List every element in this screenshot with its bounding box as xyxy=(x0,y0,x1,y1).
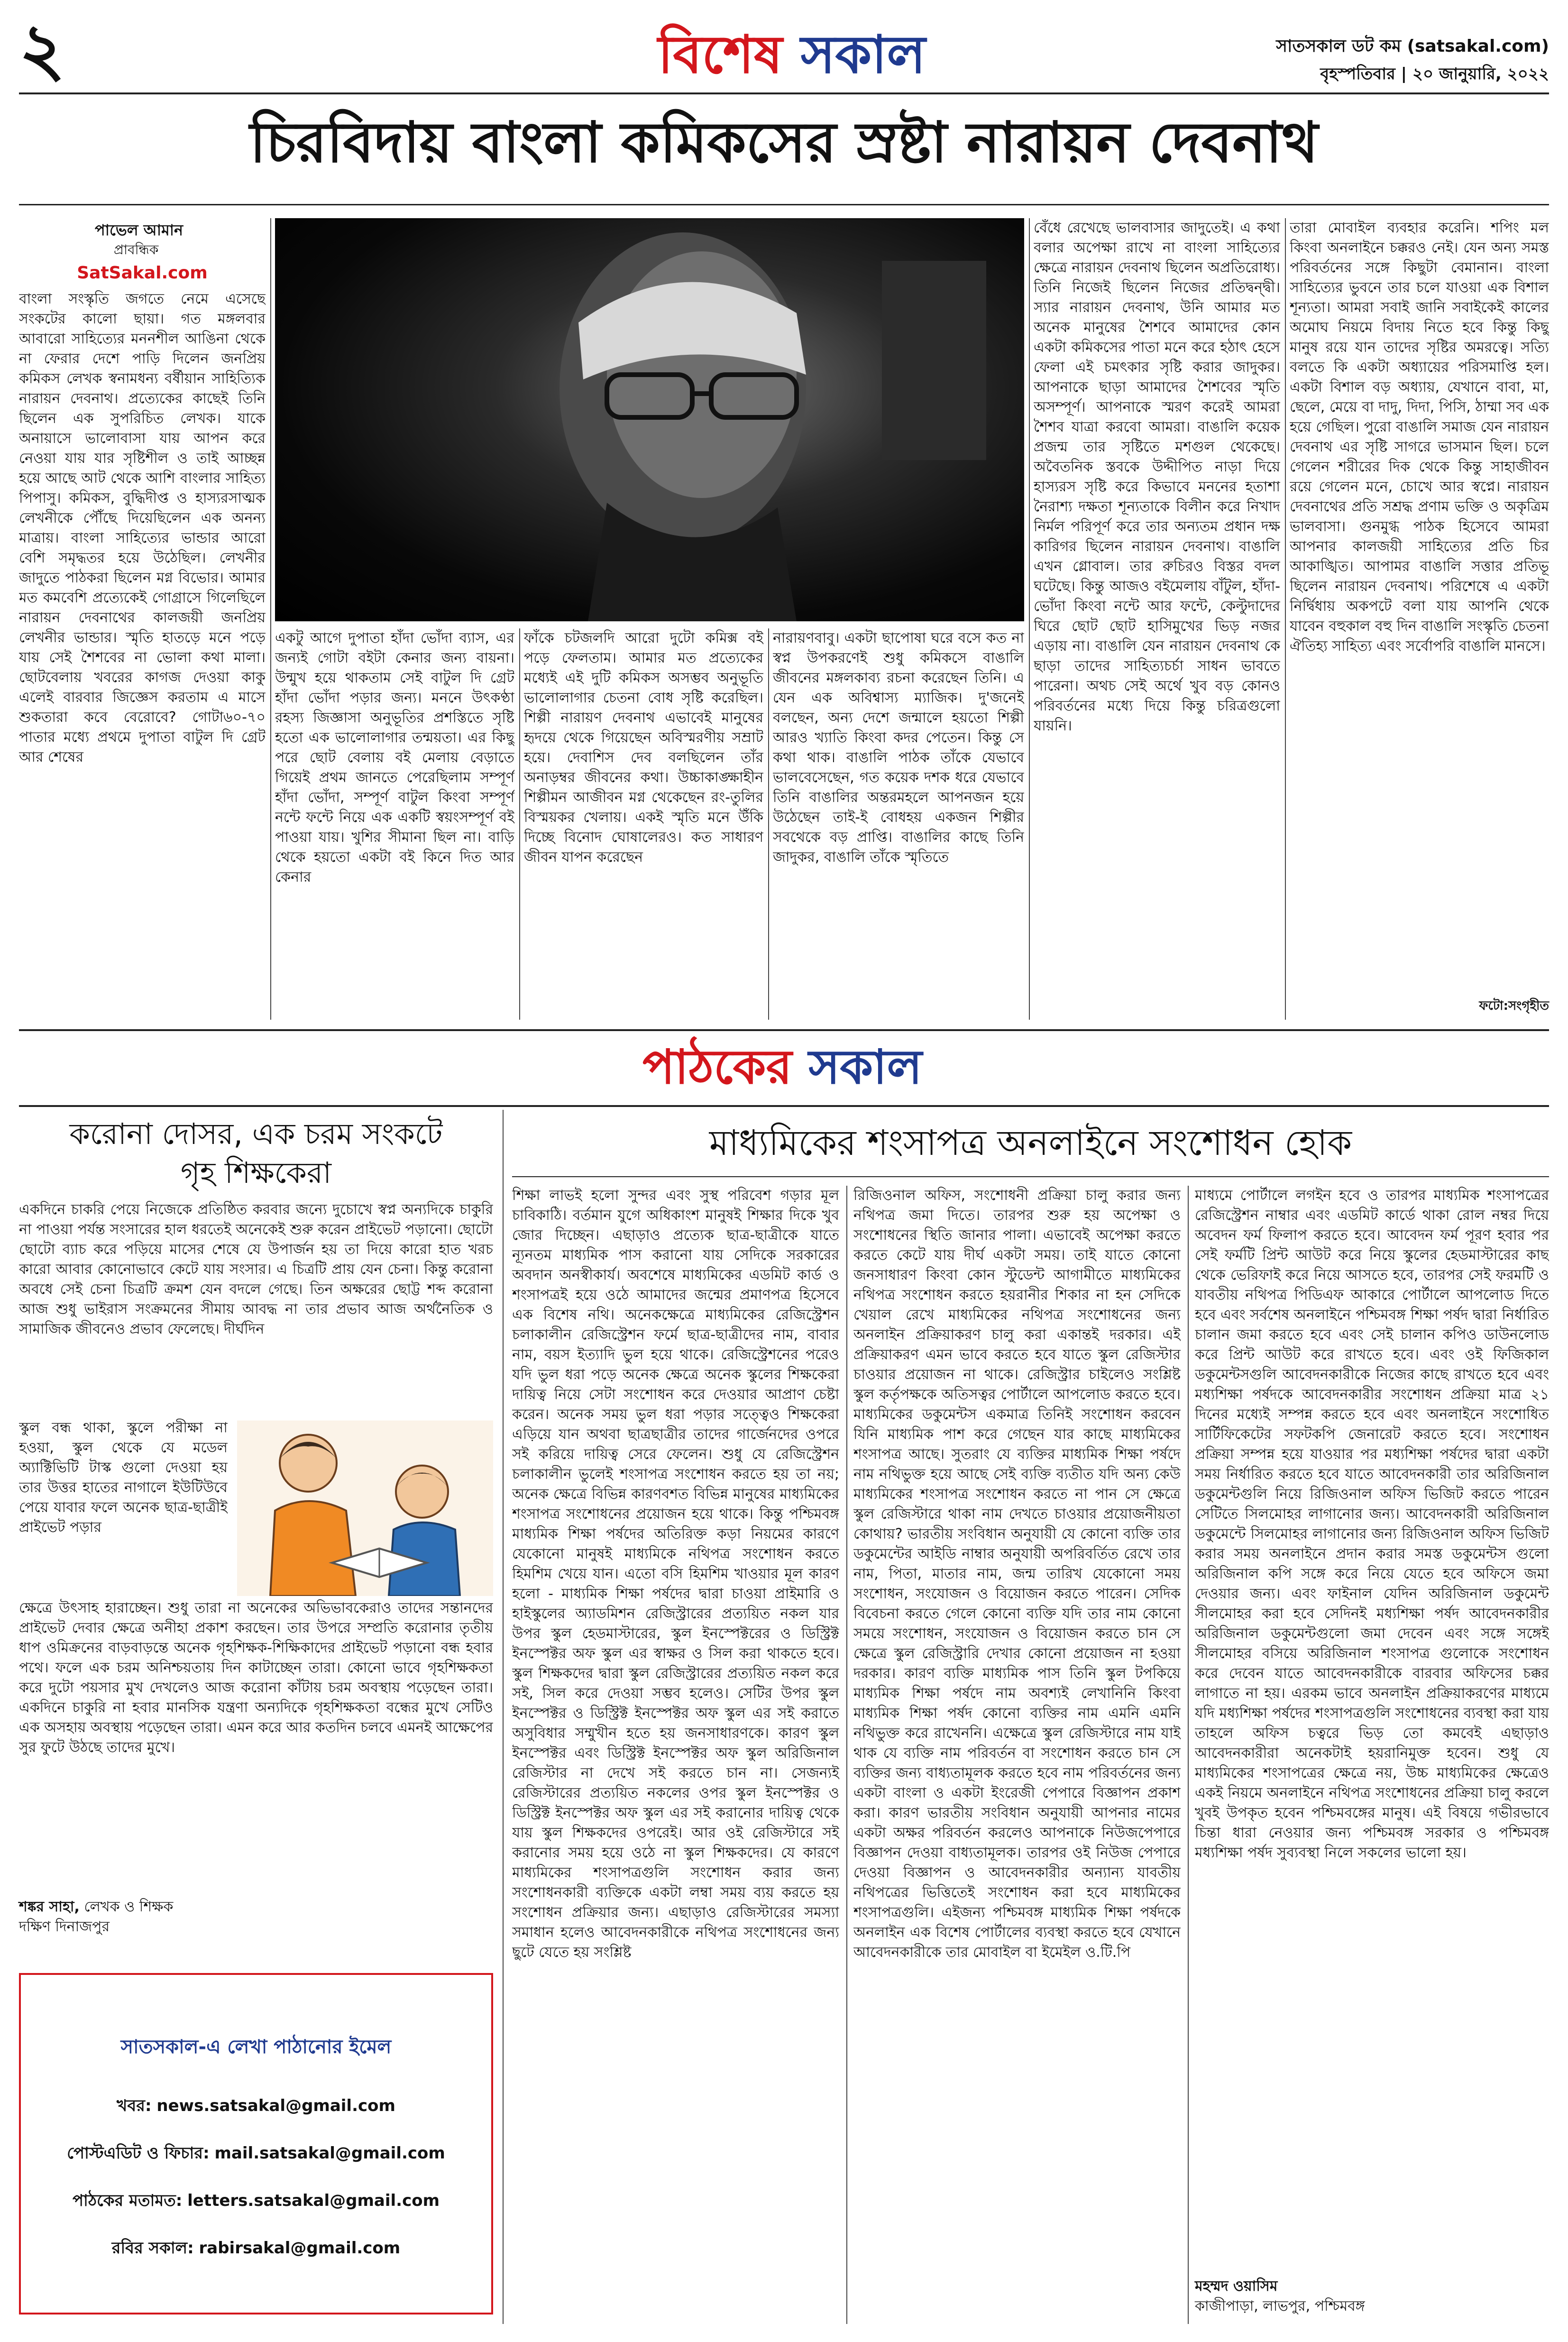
email-label: পোস্টএডিট ও ফিচার: xyxy=(67,2144,210,2163)
email-label: রবির সকাল: xyxy=(111,2239,194,2258)
main-article-text: তারা মোবাইল ব্যবহার করেনি। শপিং মল কিংবা অনলাইনে চক্করও নেই। যেন অন্য সমস্ত পরিবর্তনের সঙ্গে কিছুটা বেমানান। বাংলা সাহিত্যের ভুবনে তার চলে যাওয়া এক বিশাল শূন্যতা। আমরা সবাই জানি সবাইকেই কালের অমোঘ নিয়মে বিদায় নিতে হবে কিন্তু কিছু মানুষ রয়ে যান তাদের সৃষ্টির অমরত্বে। সত্যি বলতে কি একটা অধ্যায়ের পরিসমাপ্তি হল। একটা বিশাল বড় অধ্যায়, যেখানে বাবা, মা, ছেলে, মেয়ে বা দাদু, দিদা, পিসি, ঠাম্মা সব এক হয়ে গেছিল। পুরো বাঙালি সমাজ যেন নারায়ন দেবনাথ এর সৃষ্টি সাগরে ভাসমান ছিল। চলে গেলেন শরীরের দিক থেকে কিন্তু সাহাজীবন রয়ে গেলেন মনে, চোখে আর স্বপ্নে। নারায়ন দেবনাথের প্রতি সশ্রদ্ধ প্রণাম ভক্তি ও অকৃত্রিম ভালবাসা। গুনমুগ্ধ পাঠক হিসেবে আমরা আপনার কালজয়ী সাহিত্যের প্রতি চির আকাঙ্খিত। আপামর বাঙালি সত্তার প্রতিভূ ছিলেন নারায়ন দেবনাথ। পরিশেষে এ একটা নির্দ্বিধায় অকপটে বলা যায় আপনি থেকে যাবেন বহুকাল বহু দিন বাঙালি সংস্কৃতি চেতনা ঐতিহ্য সাহিত্য এবং সর্বোপরি বাঙালি মানসে। xyxy=(1290,220,1549,655)
main-article-col2 xyxy=(275,628,514,1020)
letter1-location: দক্ষিণ দিনাজপুর xyxy=(19,1918,110,1935)
email-label: খবর: xyxy=(117,2096,152,2115)
section2-title xyxy=(545,1039,1019,1096)
email-label: পাঠকের মতামত: xyxy=(72,2191,183,2210)
section2-title-blue: সকাল xyxy=(808,1039,922,1095)
main-article-text: বাংলা সংস্কৃতি জগতে নেমে এসেছে সংকটের কালো ছায়া। গত মঙ্গলবার আবারো সাহিত্যের মননশীল আঙিনা থেকে না ফেরার দেশে পাড়ি দিলেন জনপ্রিয় কমিকস লেখক স্বনামধন্য বর্ষীয়ান সাহিত্যিক নারায়ন দেবনাথ। প্রত্যেকের কাছেই তিনি ছিলেন এক সুপরিচিত লেখক। যাকে অনায়াসে ভালোবাসা যায় আপন করে নেওয়া যায় যার সৃষ্টিশীল ও তাই আচ্ছন্ন হয়ে আছে আট থেকে আশি বাংলার সাহিত্য পিপাসু। কমিকস, বুদ্ধিদীপ্ত ও হাস্যরসাত্মক লেখনীকে পৌঁছে দিয়েছিলেন এক অনন্য মাত্রায়। বাংলা সাহিত্যের ভান্ডার আরো বেশি সমৃদ্ধতর হয়ে উঠেছিল। লেখনীর জাদুতে পাঠকরা ছিলেন মগ্ন বিভোর। আমার মত কমবেশি প্রত্যেকেই গোগ্রাসে গিলেছিলে নারায়ন দেবনাথের কালজয়ী জনপ্রিয় লেখনীর ভান্ডার। স্মৃতি হাতড়ে মনে পড়ে যায় সেই শৈশবের না ভোলা কথা মালা। ছোটবেলায় খবরের কাগজ দেওয়া কাকু এলেই বারবার জিজ্ঞেস করতাম এ মাসে শুকতারা কবে বেরোবে? গোটা৬০-৭০ পাতার মধ্যে প্রথমে দুপাতা বাটুল দি গ্রেট আর শেষের xyxy=(19,291,266,765)
page-number: ২ xyxy=(19,9,65,91)
main-article-text: ফাঁকে চটজলদি আরো দুটো কমিক্স বই পড়ে ফেলতাম। আমার মত প্রত্যেকের মধ্যেই এই দুটি কমিকস অসম্ভব অনুভূতি ভালোলাগার চেতনা বোধ সৃষ্টি করেছিল। শিল্পী নারায়ণ দেবনাথ এভাবেই মানুষের হৃদয়ে থেকে গিয়েছেন অবিস্মরণীয় সম্রাট হয়ে। দেবাশিস দেব বলছিলেন তাঁর অনাড়ম্বর জীবনের কথা। উচ্চাকাঙ্ক্ষাহীন শিল্পীমন আজীবন মগ্ন থেকেছেন রং-তুলির বিস্ময়কর খেলায়। একই স্মৃতি মনে উঁকি দিচ্ছে বিনোদ ঘোষালেরও। কত সাধারণ জীবন যাপন করেছেন xyxy=(524,630,763,866)
site-tag[interactable]: SatSakal.com xyxy=(77,263,208,283)
letter2-text: মাধ্যমে পোর্টালে লগইন হবে ও তারপর মাধ্যমিক শংসাপত্রের রেজিস্ট্রেশন নাম্বার এবং এডমিট কার্ডে থাকা রোল নম্বর দিয়ে অবেদন ফর্ম ফিলাপ করতে হবে। আবেদন ফর্ম পূরণ হবার পর সেই ফর্মটি প্রিন্ট আউট করে নিয়ে স্কুলের হেডমাস্টারের কাছ থেকে ভেরিফাই করে নিয়ে আসতে হবে, তারপর সেই ফরমটি ও যাবতীয় নথিপত্র পিডিএফ আকারে পোর্টালে আপলোড দিতে হবে এবং সর্বশেষ অনলাইনে পশ্চিমবঙ্গ শিক্ষা পর্ষদ দ্বারা নির্ধারিত চালান জমা করতে হবে এবং সেই চালান কপিও ডাউনলোড করে প্রিন্ট আউট করে রাখতে হবে। এবং ওই ফিজিকাল ডকুমেন্টসগুলি আবেদনকারীকে নিজের কাছে রাখতে হবে এবং মধ্যশিক্ষা পর্ষদকে আবেদনকারীর সংশোধন প্রক্রিয়া মাত্র ২১ দিনের মধ্যেই সম্পন্ন করতে হবে এবং অনলাইনে সংশোধিত সার্টিফিকেটের সফটকপি জেনারেট করতে হবে। সংশোধন প্রক্রিয়া সম্পন্ন হয়ে যাওয়ার পর মধ্যশিক্ষা পর্ষদের দ্বারা একটা সময় নির্ধারিত করতে হবে যাতে আবেদনকারী তার অরিজিনাল ডকুমেন্টগুলি নিয়ে রিজিওনাল অফিস ভিজিট করতে পারেন সেটিতে সিলমোহর লাগানোর জন্য। আবেদনকারী অরিজিনাল ডকুমেন্টে সিলমোহর লাগানোর জন্য রিজিওনাল অফিস ভিজিট করার সময় অনলাইনে প্রদান করার সমস্ত ডকুমেন্টস গুলো অরিজিনাল কপি সঙ্গে করে নিয়ে যেতে হবে অফিসে জমা দেওয়ার জন্য। এবং ফাইনাল যেদিন অরিজিনাল ডকুমেন্ট সীলমোহর করা হবে সেদিনই মধ্যশিক্ষা পর্ষদ আবেদনকারীর অরিজিনাল ডকুমেন্টগুলো জমা দেবেন এবং সঙ্গে সঙ্গেই সীলমোহর বসিয়ে অরিজিনাল শংসাপত্র গুলোকে সংশোধন করে দেবেন যাতে আবেদনকারীকে বারবার অফিসের চক্কর লাগাতে না হয়। এরকম ভাবে অনলাইন প্রক্রিয়াকরণের মাধ্যমে যদি মধ্যশিক্ষা পর্ষদের শংসাপত্রগুলি সংশোধনের ব্যবস্থা করা যায় তাহলে অফিস চত্বরে ভিড় তো কমবেই এছাড়াও আবেদনকারীরা অনেকটাই হয়রানিমুক্ত হবেন। শুধু যে মাধ্যমিকের শংসাপত্রের ক্ষেত্রে নয়, উচ্চ মাধ্যমিকের ক্ষেত্রেও একই নিয়মে অনলাইনে নথিপত্র সংশোধনের প্রক্রিয়া চালু করলে খুবই উপকৃত হবেন পশ্চিমবঙ্গের মানুষ। এই বিষয়ে গভীরভাবে চিন্তা ধারা নেওয়ার জন্য পশ্চিমবঙ্গ সরকার ও পশ্চিমবঙ্গ মধ্যশিক্ষা পর্ষদ সুব্যবস্থা নিলে সকলের ভালো হয়। xyxy=(1195,1187,1549,1861)
photo-credit: ফটো:সংগৃহীত xyxy=(1479,999,1549,1013)
main-article-col6 xyxy=(1290,218,1549,987)
letter1-text: ক্ষেত্রে উৎসাহ হারাচ্ছেন। শুধু তারা না অনেকের অভিভাবকেরাও তাদের সন্তানদের প্রাইভেট দেবার ক্ষেত্রে অনীহা প্রকাশ করছেন। তার উপরে সম্প্রতি করোনার তৃতীয় ধাপ ওমিক্রনের বাড়বাড়ন্তে অনেক গৃহশিক্ষক-শিক্ষিকাদের প্রাইভেট পড়ানো বন্ধ হবার পথে। ফলে এক চরম অনিশ্চয়তায় দিন কাটাচ্ছেন তারা। কোনো ভাবে গৃহশিক্ষকতা করে দুটো পয়সার মুখ দেখলেও আজ করোনা কাঁটায় চরম অবস্থায় পড়েছেন তারা। একদিনে চাকুরি না হবার মানসিক যন্ত্রণা অন্যদিকে গৃহশিক্ষকতা বন্ধের মুখে সেটিও এক অসহায় অবস্থায় পড়েছেন তারা। এমন করে আর কতদিন চলবে এমনই আক্ষেপের সুর ফুটে উঠছে তাদের মুখে। xyxy=(19,1600,493,1756)
letter1-headline xyxy=(19,1115,493,1192)
letter1-body-top xyxy=(19,1200,493,1418)
email-item-news[interactable] xyxy=(21,2093,491,2121)
column-rule xyxy=(1188,1186,1189,2324)
letter2-author: মহম্মদ ওয়াসিম xyxy=(1195,2278,1278,2295)
letter2-col3 xyxy=(1195,1186,1549,2258)
issue-date: বৃহস্পতিবার | ২০ জানুয়ারি, ২০২২ xyxy=(1320,65,1549,83)
column-rule xyxy=(1285,218,1286,1020)
email-item-letters[interactable] xyxy=(21,2188,491,2215)
letter2-col2 xyxy=(853,1186,1181,2324)
email-box xyxy=(19,1973,493,2314)
section-title xyxy=(602,24,981,85)
letter2-headline: মাধ্যমিকের শংসাপত্র অনলাইনে সংশোধন হোক xyxy=(709,1123,1352,1163)
site-name[interactable]: সাতসকাল ডট কম (satsakal.com) xyxy=(1276,37,1549,56)
section-divider xyxy=(19,1029,1549,1031)
letter2-signature xyxy=(1195,2277,1549,2316)
letter1-body-bottom xyxy=(19,1598,493,1892)
main-article-col1 xyxy=(19,289,266,1020)
letter2-text: রিজিওনাল অফিস, সংশোধনী প্রক্রিয়া চালু করার জন্য নথিপত্র জমা দিতে। তারপর শুরু হয় অপেক্ষা ও সংশোধনের স্থিতি জানার পালা। এভাবেই অপেক্ষা করতে করতে কেটে যায় দীর্ঘ একটা সময়। তাই যাতে কোনো জনসাধারণ কিংবা কোন স্টুডেন্ট আগামীতে মাধ্যমিকের নথিপত্র সংশোধন করতে হয়রানীর শিকার না হন সেদিকে খেয়াল রেখে মাধ্যমিকের নথিপত্র সংশোধনের জন্য অনলাইন প্রক্রিয়াকরণ চালু করা একান্তই দরকার। এই প্রক্রিয়াকরণ এমন ভাবে করতে হবে যাতে স্কুল রেজিস্টার চাওয়ার প্রয়োজন না থাকে। রেজিস্ট্রার চাইলেও সংশ্লিষ্ট স্কুল কর্তৃপক্ষকে অতিসত্বর পোর্টালে আপলোড করতে হবে। মাধ্যমিকের ডকুমেন্টস একমাত্র তিনিই সংশোধন করবেন যিনি মাধ্যমিক পাশ করে গেছেন যার কাছে মাধ্যমিকের শংসাপত্র আছে। সুতরাং যে ব্যক্তির মাধ্যমিক শিক্ষা পর্ষদে নাম নথিভুক্ত হয়ে আছে সেই ব্যক্তি ব্যতীত যদি অন্য কেউ মাধ্যমিকের শংসাপত্র সংশোধন করতে না পান সে ক্ষেত্রে স্কুল রেজিস্টারে থাকা নাম দেখতে চাওয়ার প্রয়োজনীয়তা কোথায়? ভারতীয় সংবিধান অনুযায়ী যে কোনো ব্যক্তি তার ডকুমেন্টের আইডি নাম্বার অনুযায়ী অপরিবর্তিত রেখে তার নাম, পিতা, মাতার নাম, জন্ম তারিখ যেকোনো সময় সংশোধন, সংযোজন ও বিয়োজন করতে পারেন। সেদিক বিবেচনা করতে গেলে কোনো ব্যক্তি যদি তার নাম কোনো সময়ে সংশোধন, সংযোজন ও বিয়োজন করতে চান সে ক্ষেত্রে স্কুল রেজিস্ট্রারি দেখার কোনো প্রয়োজন না হওয়া দরকার। কারণ ব্যক্তি মাধ্যমিক পাস তিনি স্কুল টপকিয়ে মাধ্যমিক শিক্ষা পর্ষদে নাম অবশ্যই লেখানিনি কিংবা মাধ্যমিক শিক্ষা পর্ষদ কোনো ব্যক্তির নাম এমনি এমনি নথিভুক্ত করে রাখেননি। এক্ষেত্রে স্কুল রেজিস্টারে নাম যাই থাক যে ব্যক্তি নাম পরিবর্তন বা সংশোধন করতে চান সে ব্যক্তির জন্য বাধ্যতামূলক করতে হবে নাম পরিবর্তনের জন্য একটা বাংলা ও একটা ইংরেজী পেপারে বিজ্ঞাপন প্রকাশ করা। কারণ ভারতীয় সংবিধান অনুযায়ী আপনার নামের একটা অক্ষর পরিবর্তন করলেও আপনাকে নিউজপেপারে বিজ্ঞাপন দেওয়া বাধ্যতামূলক। তারপর ওই নিউজ পেপারে দেওয়া বিজ্ঞাপন ও আবেদনকারীর অন্যান্য যাবতীয় নথিপত্রের ভিত্তিতেই সংশোধন করা হবে মাধ্যমিকের শংসাপত্রগুলি। এইজন্য পশ্চিমবঙ্গ মাধ্যমিক শিক্ষা পর্ষদকে অনলাইন এক বিশেষ পোর্টালের ব্যবস্থা করতে হবে যেখানে আবেদনকারীকে তার মোবাইল বা ইমেইল ও.টি.পি xyxy=(853,1187,1181,1961)
main-article-text: বেঁধে রেখেছে ভালবাসার জাদুতেই। এ কথা বলার অপেক্ষা রাখে না বাংলা সাহিত্যের ক্ষেত্রে নারায়ন দেবনাথ ছিলেন অপ্রতিরোধ্য। তিনি নিজেই ছিলেন নিজের প্রতিদ্বন্দ্বী। স্যার নারায়ন দেবনাথ, উনি আমার মত অনেক মানুষের শৈশবে আমাদের কোন একটা কমিকসের পাতা মনে করে হঠাৎ হেসে ফেলা এই চমৎকার সৃষ্টি করার জাদুকর। আপনাকে ছাড়া আমাদের শৈশবের স্মৃতি অসম্পূর্ণ। আপনাকে স্মরণ করেই আমরা শৈশব যাত্রা করবো আমরা। বাঙালি কয়েক প্রজন্ম তার সৃষ্টিতে মশগুল থেকেছে। অবৈতনিক স্তবকে উদ্দীপিত নাড়া দিয়ে হাস্যরস সৃষ্টি করে কিভাবে মননের হতাশা নৈরাশ্য দক্ষতা শূন্যতাকে বিলীন করে নিখাদ নির্মল পরিপূর্ণ করে তার অন্যতম প্রধান দক্ষ কারিগর ছিলেন নারায়ন দেবনাথ। বাঙালি এখন গ্লোবাল। তার রুচিরও বিস্তর বদল ঘটেছে। কিন্তু আজও বইমেলায় বাঁটুল, হাঁদা-ভোঁদা কিংবা নন্টে আর ফন্টে, কেল্টুদাদের ঘিরে ছোট ছোট হাসিমুখের ভিড় নজর এড়ায় না। বাঙালি যেন নারায়ন দেবনাথ কে ছাড়া তাদের সাহিত্যচর্চা সাধন ভাবতে পারেনা। অথচ সেই অর্থে খুব বড় কোনও পরিবর্তনের মধ্যে দিয়ে কিন্তু চরিত্রগুলো যায়নি। xyxy=(1034,220,1280,734)
section-divider xyxy=(19,1105,1549,1107)
letter1-body-side xyxy=(19,1418,228,1598)
letter2-text: শিক্ষা লাভই হলো সুন্দর এবং সুস্থ পরিবেশ গড়ার মূল চাবিকাঠি। বর্তমান যুগে অধিকাংশ মানুষই শিক্ষার দিকে খুব জোর দিচ্ছেন। এছাড়াও প্রত্যেক ছাত্র-ছাত্রীকে যাতে ন্যূনতম মাধ্যমিক পাস করানো যায় সেদিকে সরকারের অবদান অনস্বীকার্য। অবশেষে মাধ্যমিকের এডমিট কার্ড ও শংসাপত্রই হয়ে ওঠে আমাদের জন্মের প্রমাণপত্র হিসেবে এক বিশেষ নথি। অনেকক্ষেত্রে মাধ্যমিকের রেজিস্ট্রেশন চলাকালীন রেজিস্ট্রেশন ফর্মে ছাত্র-ছাত্রীদের নাম, বাবার নাম, বয়স ইত্যাদি ভুল হয়ে থাকে। রেজিস্ট্রেশনের পরেও যদি ভুল ধরা পড়ে অনেক ক্ষেত্রে অনেক স্কুলের শিক্ষকেরা দায়িত্ব নিয়ে সেটা সংশোধন করে দেওয়ার আপ্রাণ চেষ্টা করেন। অনেক সময় ভুল ধরা পড়ার সত্ত্বেও শিক্ষকেরা এড়িয়ে যান অথবা ছাত্রছাত্রীর তাদের গার্জেনদের ওপরে সই করিয়ে দায়িত্ব সেরে ফেলেন। শুধু যে রেজিস্ট্রেশন চলাকালীন ভুলেই শংসাপত্র সংশোধন করতে হয় তা নয়; অনেক ক্ষেত্রে বিভিন্ন কারণবশত বিভিন্ন মানুষের মাধ্যমিকের শংসাপত্র সংশোধনের প্রয়োজন হয়ে থাকে। কিন্তু পশ্চিমবঙ্গ মাধ্যমিক শিক্ষা পর্ষদের অতিরিক্ত কড়া নিয়মের কারণে যেকোনো মানুষই মাধ্যমিকে নথিপত্র সংশোধন করতে হিমশিম খেয়ে যান। এতো বসি হিমশিম খাওয়ার মূল কারণ হলো - মাধ্যমিক শিক্ষা পর্ষদের দ্বারা চাওয়া প্রাইমারি ও হাইস্কুলের অ্যাডমিশন রেজিস্ট্রারের প্রত্যয়িত নকল যার উপর স্কুল হেডমাস্টারের, স্কুল ইনস্পেক্টরের ও ডিস্ট্রিক্ট ইনস্পেক্টর অফ স্কুল এর স্বাক্ষর ও সিল করা থাকতে হবে। স্কুল শিক্ষকদের দ্বারা স্কুল রেজিস্ট্রারের প্রত্যয়িত নকল করে সই, সিল করে দেওয়া সম্ভব হলেও। সেটির উপর স্কুল ইনস্পেক্টর ও ডিস্ট্রিক্ট ইনস্পেক্টর অফ স্কুল এর সই করাতে অসুবিধার সম্মুখীন হতে হয় জনসাধারণকে। কারণ স্কুল ইনস্পেক্টর এবং ডিস্ট্রিক্ট ইনস্পেক্টর অফ স্কুল অরিজিনাল রেজিস্টার না দেখে সই করতে চান না। সেজন্যই রেজিস্টারের প্রত্যয়িত নকলের ওপর স্কুল ইনস্পেক্টর ও ডিস্ট্রিক্ট ইনস্পেক্টর অফ স্কুল এর সই করানোর দায়িত্ব থেকে যায় স্কুল শিক্ষকদের ওপরেই। আর ওই রেজিস্টারে সই করানোর সময় হয়ে ওঠে না স্কুল শিক্ষকদের। যে কারণে মাধ্যমিকের শংসাপত্রগুলি সংশোধন করার জন্য সংশোধনকারী ব্যক্তিকে একটা লম্বা সময় ব্যয় করতে হয় সংশোধন প্রক্রিয়ার জন্য। এছাড়াও রেজিস্টারের সমস্যা সমাধান হলেও আবেদনকারীকে নথিপত্র সংশোধনের জন্য ছুটে যেতে হয় সংশ্লিষ্ট xyxy=(512,1187,839,1961)
letter1-text: স্কুল বন্ধ থাকা, স্কুলে পরীক্ষা না হওয়া, স্কুল থেকে যে মডেল অ্যাক্টিভিটি টাস্ক গুলো দেওয়া হয় তার উত্তর হাতের নাগালে ইউটিউবে পেয়ে যাবার ফলে অনেক ছাত্র-ছাত্রীই প্রাইভেট পড়ার xyxy=(19,1420,228,1536)
letter1-headline-line2: গৃহ শিক্ষকেরা xyxy=(181,1155,331,1190)
main-article-text: নারায়ণবাবু। একটা ছাপোষা ঘরে বসে কত না স্বপ্ন উপকরণেই শুধু কমিকসে বাঙালি জীবনের মঙ্গলকাব্য রচনা করেছেন তিনি। এ যেন এক অবিশ্বাস্য ম্যাজিক। দু'জনেই বলছেন, অন্য দেশে জন্মালে হয়তো শিল্পী আরও খ্যাতি কিংবা কদর পেতেন। কিন্তু সে কথা থাক। বাঙালি পাঠক তাঁকে যেভাবে ভালবেসেছেন, গত কয়েক দশক ধরে যেভাবে তিনি বাঙালির অন্তরমহলে আপনজন হয়ে উঠেছেন তাই-ই বোধহয় একজন শিল্পীর সবথেকে বড় প্রাপ্তি। বাঙালির কাছে তিনি জাদুকর, বাঙালি তাঁকে স্মৃতিতে xyxy=(773,630,1024,866)
main-article-col3 xyxy=(524,628,763,1020)
column-rule xyxy=(503,1110,504,2324)
email-address[interactable]: rabirsakal@gmail.com xyxy=(199,2239,401,2258)
email-item-rabirsakal[interactable] xyxy=(21,2236,491,2263)
teacher-student-image xyxy=(237,1420,493,1596)
section-title-red: বিশেষ xyxy=(658,24,783,85)
section-title-blue: সকাল xyxy=(800,24,926,85)
portrait-illustration xyxy=(275,218,1024,621)
author-role: প্রাবন্ধিক xyxy=(114,242,159,258)
letter1-signature xyxy=(19,1897,493,1937)
main-article-col5 xyxy=(1034,218,1280,1020)
email-address[interactable]: news.satsakal@gmail.com xyxy=(156,2096,395,2115)
column-rule xyxy=(519,628,520,1020)
author-name: পাভেল আমান xyxy=(95,221,183,239)
tutor-illustration xyxy=(237,1420,493,1596)
column-rule xyxy=(270,218,271,1020)
column-rule xyxy=(1029,218,1030,1020)
letter1-author: শঙ্কর সাহা, xyxy=(19,1899,80,1915)
portrait-photo xyxy=(275,218,1024,621)
letter1-headline-line1: করোনা দোসর, এক চরম সংকটে xyxy=(69,1116,443,1151)
column-rule xyxy=(846,1186,847,2324)
main-article-col4 xyxy=(773,628,1024,1020)
main-headline: চিরবিদায় বাংলা কমিকসের স্রষ্টা নারায়ন দেবনাথ xyxy=(249,110,1319,175)
main-article-text: একটু আগে দুপাতা হাঁদা ভোঁদা ব্যাস, এর জন্যই গোটা বইটা কেনার জন্য বায়না। উন্মুখ হয়ে থাকতাম সেই বাটুল দি গ্রেট হাঁদা ভোঁদা পড়ার জন্য। মননে উৎকণ্ঠা রহস্য জিজ্ঞাসা অনুভূতির প্রশস্তিতে সৃষ্টি হতো এক ভালোলাগার তন্ময়তা। এর কিছু পরে ছোট বেলায় বই মেলায় বেড়াতে গিয়েই প্রথম জানতে পেরেছিলাম সম্পূর্ণ হাঁদা ভোঁদা, সম্পূর্ণ বাটুল কিংবা সম্পূর্ণ নন্টে ফন্টে নিয়ে এক একটি স্বয়ংসম্পূর্ণ বই পাওয়া যায়। খুশির সীমানা ছিল না। বাড়ি থেকে হয়তো একটা বই কিনে দিত আর কেনার xyxy=(275,630,514,885)
masthead-rule xyxy=(19,92,1549,94)
letter1-text: একদিনে চাকরি পেয়ে নিজেকে প্রতিষ্ঠিত করবার জন্যে দুচোখে স্বপ্ন অন্যদিকে চাকুরি না পাওয়া পর্যন্ত সংসারের হাল ধরতেই অনেকেই শুরু করেন প্রাইভেট পড়ানো। ছোটো ছোটো ব্যাচ করে পড়িয়ে মাসের শেষে যে উপার্জন হয় তা দিয়ে কারো হাত খরচ কারো আবার কোনোভাবে কেটে যায় সংসার। এ চিত্রটি প্রায় যেন চেনা। কিন্তু করোনা অবধে সেই চেনা চিত্রটি ক্রমশ যেন বদলে গেছে। তিন অক্ষরের ছোট্ট শব্দ করোনা আজ শুধু ভাইরাস সংক্রমনের সীমায় আবদ্ধ না তার প্রভাব আজ অর্থনৈতিক ও সামাজিক জীবনেও প্রভাব ফেলেছে। দীর্ঘদিন xyxy=(19,1201,493,1337)
letter2-col1 xyxy=(512,1186,839,2324)
email-item-postedit[interactable] xyxy=(21,2141,491,2168)
letter1-author-role: লেখক ও শিক্ষক xyxy=(84,1899,174,1915)
headline-rule xyxy=(19,204,1549,205)
letter2-rule xyxy=(512,1176,1549,1177)
section2-title-red: পাঠকের xyxy=(642,1039,792,1095)
letter2-location: কাজীপাড়া, লাভপুর, পশ্চিমবঙ্গ xyxy=(1195,2298,1365,2314)
column-rule xyxy=(768,628,769,1020)
email-address[interactable]: letters.satsakal@gmail.com xyxy=(187,2191,440,2210)
email-box-title: সাতসকাল-এ লেখা পাঠানোর ইমেল xyxy=(120,2036,392,2058)
email-address[interactable]: mail.satsakal@gmail.com xyxy=(214,2144,445,2163)
